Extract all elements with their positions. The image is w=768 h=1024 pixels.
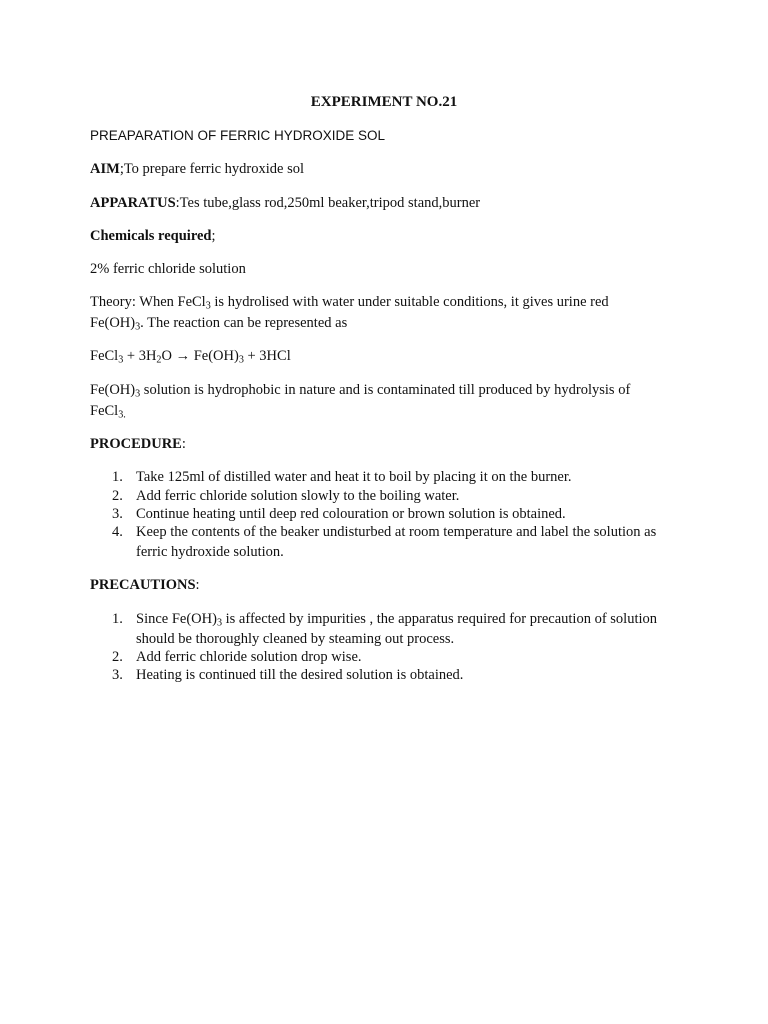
procedure-step-number: 2. [112, 488, 123, 504]
theory-subscript-2: 3 [135, 321, 141, 333]
note-line-1 [90, 380, 630, 400]
precaution-text-b: is affected by impurities , the apparatus required for precaution of solution [222, 611, 658, 627]
equation-sub-2: 2 [156, 354, 162, 366]
precaution-number: 1. [112, 611, 123, 627]
equation-part-4: + 3HCl [243, 348, 291, 364]
note-line-2 [90, 401, 126, 421]
note-subscript-2: 3. [118, 409, 126, 421]
precaution-item: Add ferric chloride solution drop wise. [136, 649, 362, 665]
procedure-step-number: 1. [112, 469, 123, 485]
experiment-subtitle: PREAPARATION OF FERRIC HYDROXIDE SOL [90, 128, 386, 143]
note-text-b: solution is hydrophobic in nature and is contaminated till produced by hydrolysis of [140, 382, 631, 398]
precautions-label: PRECAUTIONS [90, 577, 196, 593]
apparatus-text: :Tes tube,glass rod,250ml beaker,tripod stand,burner [175, 195, 481, 211]
equation-sub-1: 3 [118, 354, 124, 366]
reaction-equation [90, 346, 291, 366]
equation-part-3: O → Fe(OH) [161, 348, 239, 364]
note-text-a: Fe(OH) [90, 382, 136, 398]
procedure-step-number: 3. [112, 506, 123, 522]
aim-label: AIM [90, 161, 120, 177]
note-text-c: FeCl [90, 403, 119, 419]
experiment-title: EXPERIMENT NO.21 [310, 94, 458, 110]
chemical-item: 2% ferric chloride solution [90, 261, 246, 277]
precaution-item [136, 609, 657, 629]
apparatus-label: APPARATUS [90, 195, 176, 211]
precaution-number: 3. [112, 667, 123, 683]
chemicals-line [90, 226, 216, 246]
theory-text-d: . The reaction can be represented as [140, 315, 348, 331]
theory-text-c: Fe(OH) [90, 315, 136, 331]
precaution-item-continuation: should be thoroughly cleaned by steaming out process. [136, 631, 455, 647]
precaution-item: Heating is continued till the desired solution is obtained. [136, 667, 464, 683]
precaution-text-a: Since Fe(OH) [136, 611, 217, 627]
procedure-step-number: 4. [112, 524, 123, 540]
procedure-colon: : [181, 436, 186, 452]
procedure-heading [90, 434, 186, 454]
equation-part-2: + 3H [123, 348, 157, 364]
procedure-step: Keep the contents of the beaker undisturbed at room temperature and label the solution as [136, 524, 657, 540]
procedure-step: Take 125ml of distilled water and heat it to boil by placing it on the burner. [136, 469, 572, 485]
procedure-step-continuation: ferric hydroxide solution. [136, 544, 284, 560]
precaution-number: 2. [112, 649, 123, 665]
equation-part-1: FeCl [90, 348, 119, 364]
aim-line [90, 159, 304, 179]
theory-line-2 [90, 313, 347, 333]
aim-text: ;To prepare ferric hydroxide sol [119, 161, 305, 177]
equation-sub-3: 3 [238, 354, 244, 366]
precautions-heading [90, 575, 200, 595]
precaution-subscript: 3 [216, 617, 223, 629]
theory-subscript: 3 [205, 300, 211, 312]
precautions-colon: : [195, 577, 200, 593]
procedure-label: PROCEDURE [90, 436, 182, 452]
chemicals-label: Chemicals required [90, 228, 212, 244]
theory-text-b: is hydrolised with water under suitable conditions, it gives urine red [210, 294, 609, 310]
apparatus-line [90, 193, 480, 213]
theory-line-1 [90, 292, 609, 312]
procedure-step: Add ferric chloride solution slowly to the boiling water. [136, 488, 460, 504]
theory-text-a: Theory: When FeCl [90, 294, 206, 310]
procedure-step: Continue heating until deep red colouration or brown solution is obtained. [136, 506, 566, 522]
chemicals-text: ; [211, 228, 216, 244]
note-subscript: 3 [135, 388, 141, 400]
